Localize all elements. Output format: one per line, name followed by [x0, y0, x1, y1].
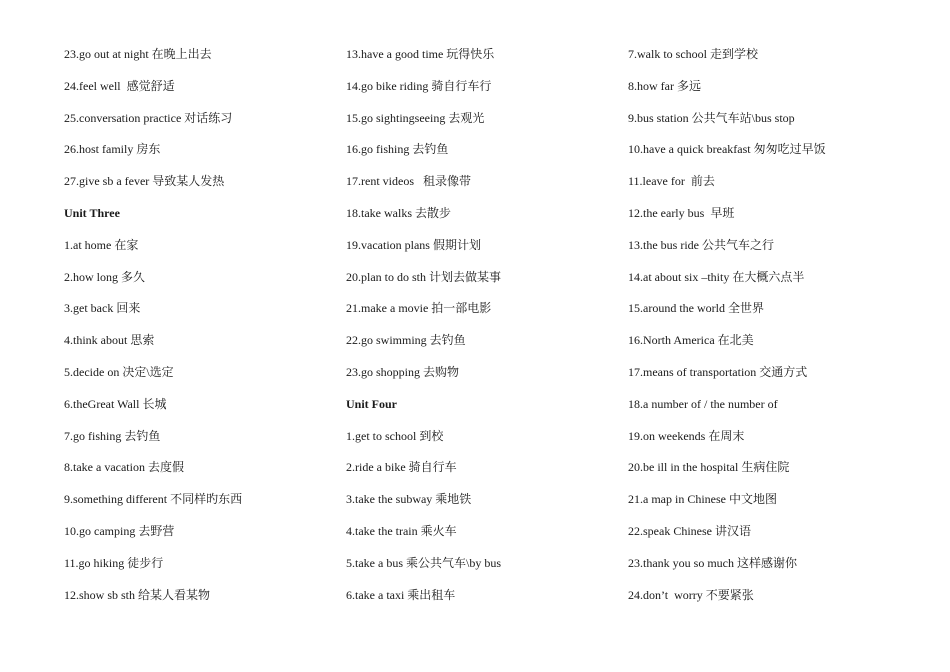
- column-middle: [346, 42, 616, 614]
- vocab-entry: 9.something different 不同样旳东西: [64, 492, 243, 507]
- vocab-entry: 22.go swimming 去钓鱼: [346, 333, 466, 348]
- vocab-entry: 11.go hiking 徒步行: [64, 555, 164, 570]
- unit-heading: Unit Four: [346, 396, 397, 411]
- vocab-entry: 1.at home 在家: [64, 237, 139, 252]
- vocab-entry: 13.the bus ride 公共气车之行: [628, 237, 774, 252]
- vocab-entry: 17.means of transportation 交通方式: [628, 364, 808, 379]
- vocab-entry: 13.have a good time 玩得快乐: [346, 47, 495, 61]
- vocab-entry: 4.take the train 乘火车: [346, 523, 457, 538]
- vocab-entry: 18.take walks 去散步: [346, 205, 451, 220]
- vocab-entry: 21.a map in Chinese 中文地图: [628, 492, 777, 507]
- vocab-entry: 23.go shopping 去购物: [346, 364, 460, 379]
- vocab-entry: 7.go fishing 去钓鱼: [64, 428, 161, 443]
- vocab-entry: 6.theGreat Wall 长城: [64, 396, 167, 411]
- vocab-entry: 20.plan to do sth 计划去做某事: [346, 269, 501, 284]
- vocab-entry: 5.decide on 决定\选定: [64, 364, 174, 379]
- vocab-entry: 10.have a quick breakfast 匆匆吃过早饭: [628, 142, 826, 157]
- vocab-entry: 16.North America 在北美: [628, 333, 754, 348]
- vocab-entry: 23.go out at night 在晚上出去: [64, 47, 212, 61]
- vocab-entry: 18.a number of / the number of: [628, 396, 778, 411]
- vocab-entry: 3.get back 回来: [64, 301, 141, 316]
- vocab-entry: 17.rent videos 租录像带: [346, 174, 471, 189]
- vocab-entry: 19.vacation plans 假期计划: [346, 237, 481, 252]
- vocab-entry: 16.go fishing 去钓鱼: [346, 142, 449, 157]
- vocab-entry: 4.think about 思索: [64, 333, 155, 348]
- unit-heading: Unit Three: [64, 205, 120, 220]
- vocab-entry: 24.feel well 感觉舒适: [64, 78, 175, 93]
- vocab-entry: 7.walk to school 走到学校: [628, 47, 758, 61]
- column-left: [64, 42, 334, 614]
- vocab-entry: 2.how long 多久: [64, 269, 146, 284]
- vocab-entry: 9.bus station 公共气车站\bus stop: [628, 110, 795, 125]
- vocab-entry: 11.leave for 前去: [628, 174, 715, 189]
- vocab-entry: 19.on weekends 在周末: [628, 428, 745, 443]
- vocab-entry: 27.give sb a fever 导致某人发热: [64, 174, 225, 189]
- vocab-entry: 23.thank you so much 这样感谢你: [628, 555, 797, 570]
- vocab-entry: 14.at about six –thity 在大概六点半: [628, 269, 805, 284]
- vocab-entry: 5.take a bus 乘公共气车\by bus: [346, 555, 501, 570]
- column-right: [628, 42, 898, 614]
- vocab-entry: 22.speak Chinese 讲汉语: [628, 523, 751, 538]
- vocab-entry: 15.around the world 全世界: [628, 301, 764, 316]
- vocab-entry: 14.go bike riding 骑自行车行: [346, 78, 492, 93]
- vocab-entry: 8.how far 多远: [628, 78, 701, 93]
- vocab-entry: 25.conversation practice 对话练习: [64, 110, 233, 125]
- vocab-entry: 10.go camping 去野营: [64, 523, 175, 538]
- vocab-entry: 12.the early bus 早班: [628, 205, 735, 220]
- vocab-entry: 15.go sightingseeing 去观光: [346, 110, 485, 125]
- vocab-entry: 21.make a movie 拍一部电影: [346, 301, 492, 316]
- vocab-entry: 20.be ill in the hospital 生病住院: [628, 460, 790, 475]
- vocab-entry: 3.take the subway 乘地铁: [346, 492, 472, 507]
- vocab-entry: 6.take a taxi 乘出租车: [346, 587, 456, 602]
- vocab-entry: 1.get to school 到校: [346, 428, 444, 443]
- vocab-entry: 26.host family 房东: [64, 142, 161, 157]
- vocab-entry: 8.take a vacation 去度假: [64, 460, 184, 475]
- vocab-entry: 24.don’t worry 不要紧张: [628, 587, 754, 602]
- vocab-entry: 12.show sb sth 给某人看某物: [64, 587, 211, 602]
- vocab-entry: 2.ride a bike 骑自行车: [346, 460, 457, 475]
